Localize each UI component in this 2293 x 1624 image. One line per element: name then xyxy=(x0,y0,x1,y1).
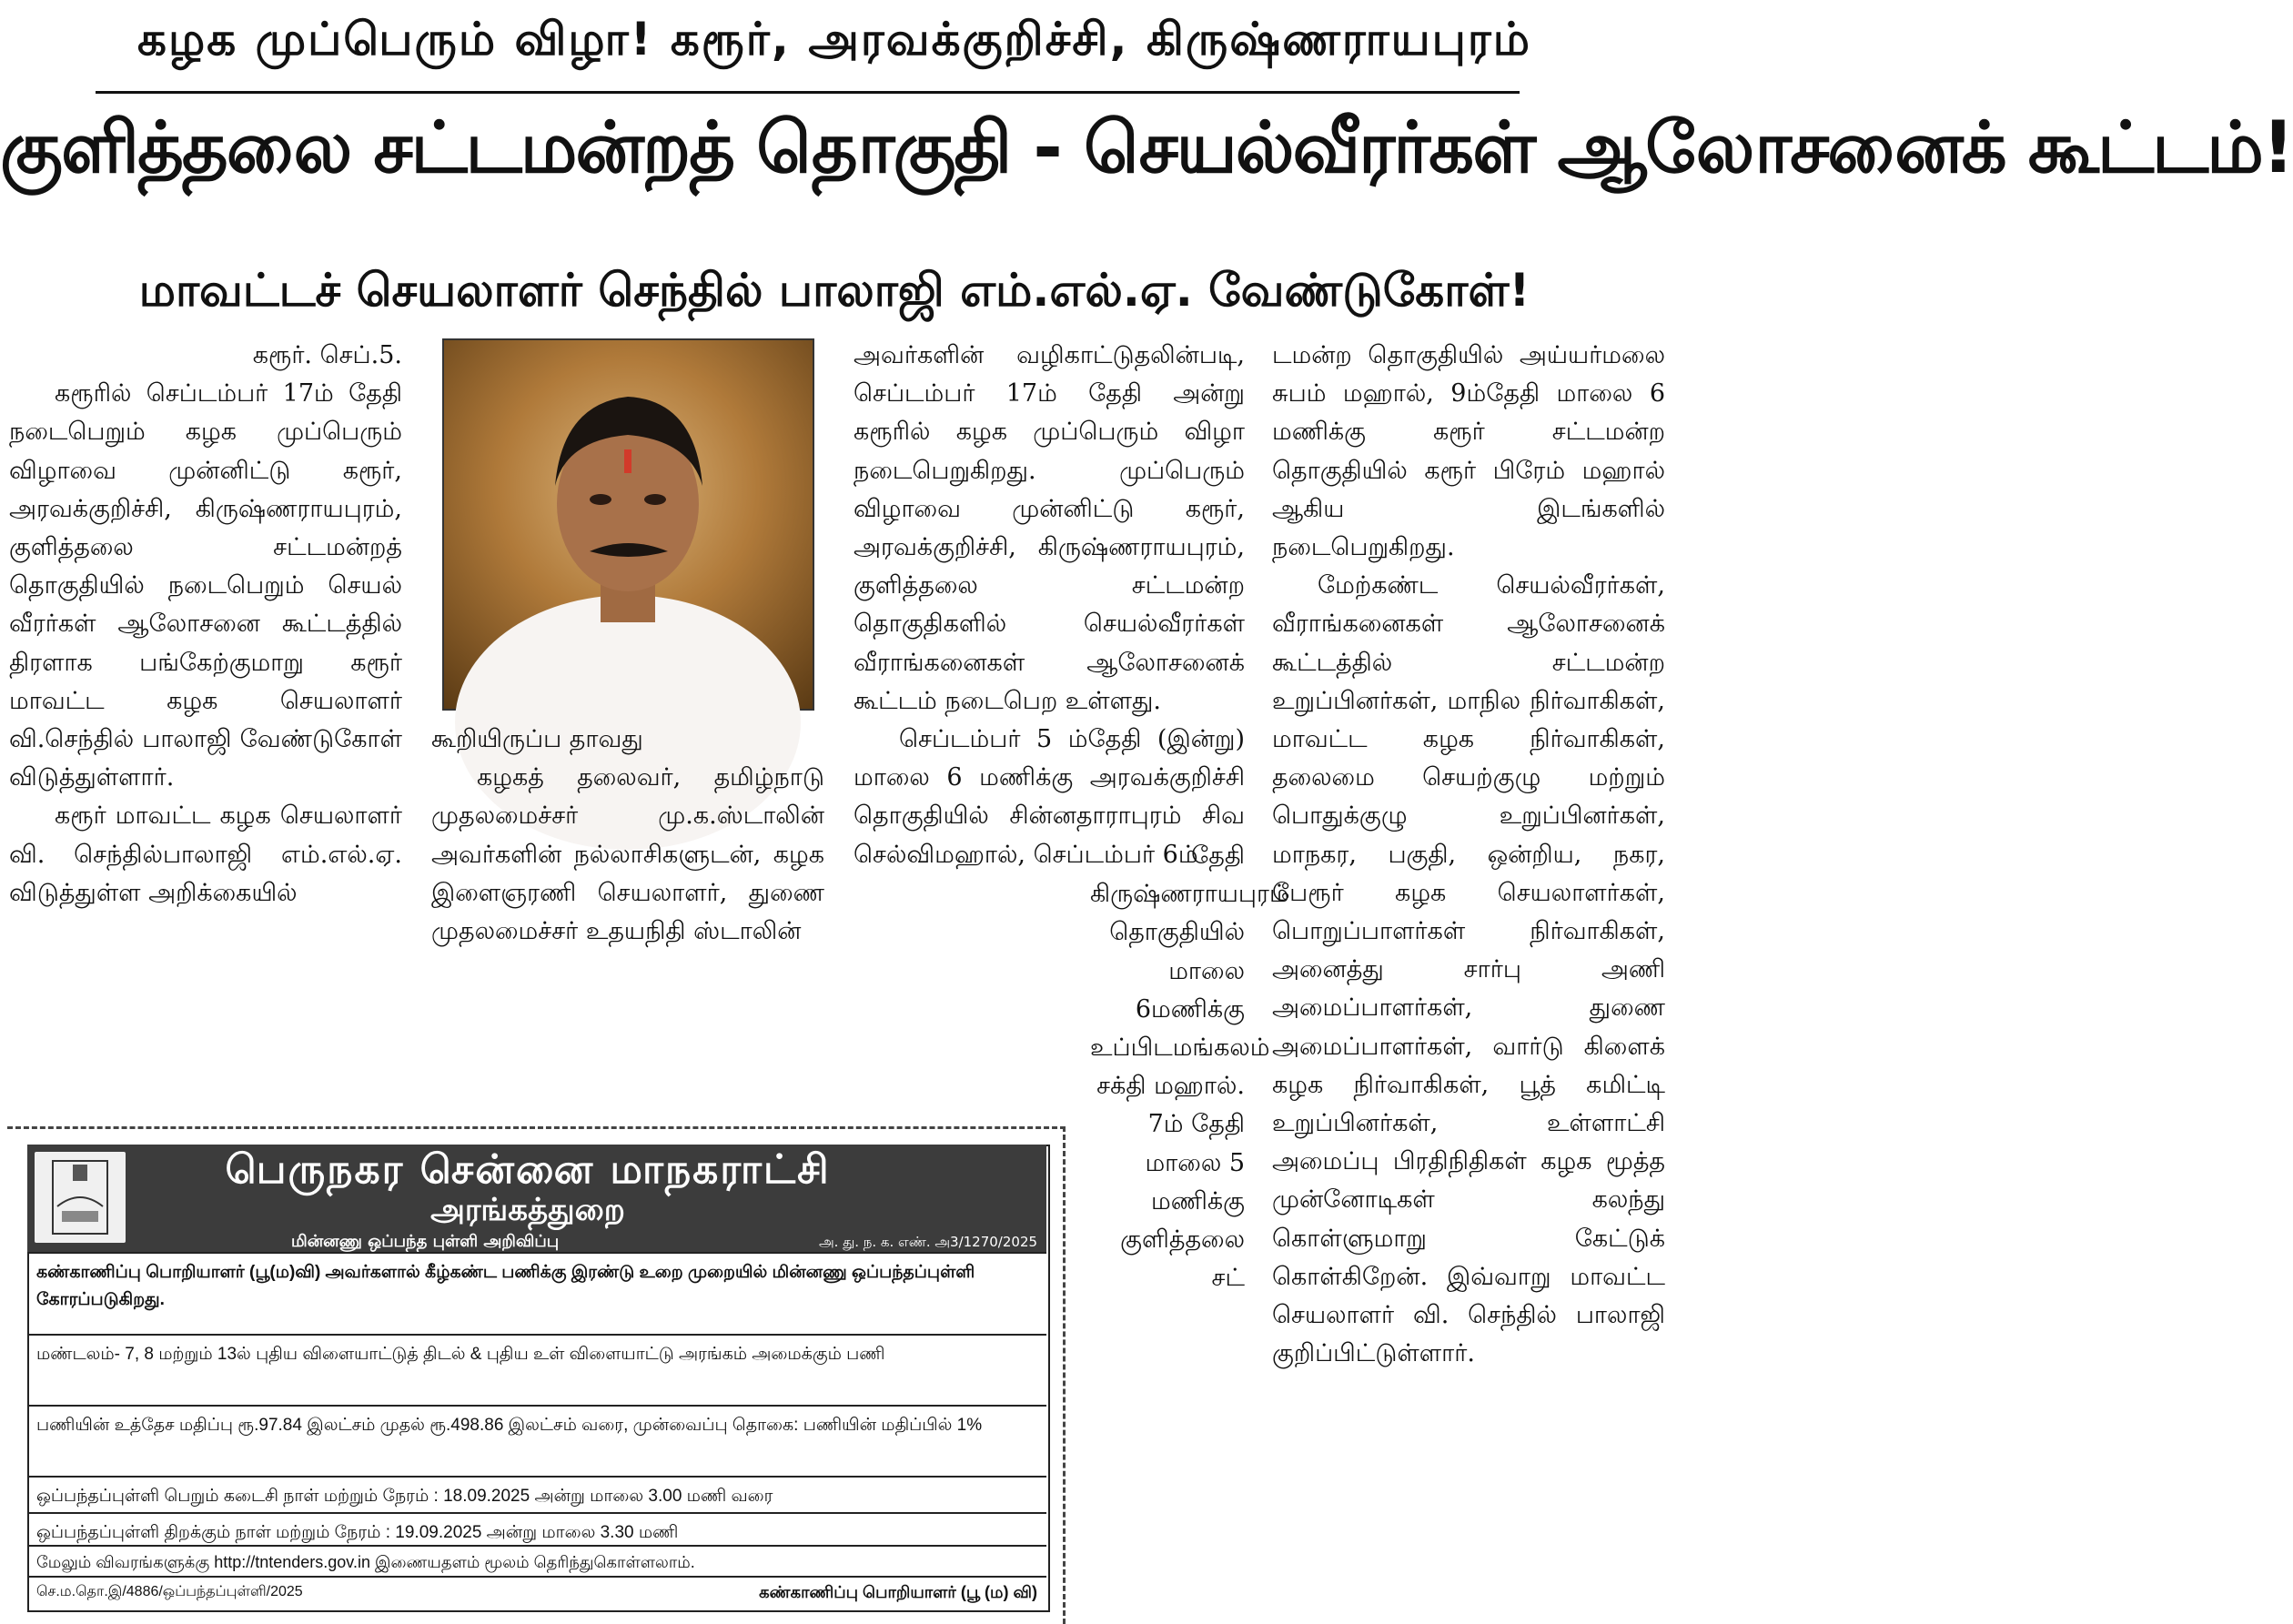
ad-notice-type: மின்னணு ஒப்பந்த புள்ளி அறிவிப்பு xyxy=(291,1232,560,1251)
tender-notice-header xyxy=(27,1145,1046,1252)
ad-open-date-row: ஒப்பந்தப்புள்ளி திறக்கும் நாள் மற்றும் நேரம் : 19.09.2025 அன்று மாலை 3.30 மணி xyxy=(27,1512,1046,1545)
corporation-emblem-icon xyxy=(35,1152,126,1243)
ad-footer xyxy=(27,1576,1046,1609)
article-paragraph: கரூரில் செப்டம்பர் 17ம் தேதி நடைபெறும் கழக முப்பெரும் விழாவை முன்னிட்டு கரூர், அரவக்குறிச்சி, கிருஷ்ணராயபுரம், குளித்தலை சட்டமன்றத் தொகுதியில் நடைபெறும் செயல் வீரர்கள் ஆலோசனை கூட்டத்தில் திரளாக பங்கேற்குமாறு கரூர் மாவட்ட கழக செயலாளர் வி.செந்தில் பாலாஜி வேண்டுகோள் விடுத்துள்ளார். xyxy=(9,379,402,792)
ad-title: பெருநகர சென்னை மாநகராட்சி xyxy=(225,1146,831,1193)
article-column-3 xyxy=(854,337,1245,869)
headline: குளித்தலை சட்டமன்றத் தொகுதி - செயல்வீரர்கள் ஆலோசனைக் கூட்டம்! xyxy=(0,107,2293,189)
portrait-photo xyxy=(442,338,814,711)
ad-department: அரங்கத்துறை xyxy=(430,1192,625,1228)
ad-reference-number: அ. து. ந. க. எண். அ3/1270/2025 xyxy=(819,1234,1038,1250)
article-column-3-continued xyxy=(1090,837,1289,1621)
article-paragraph: செப்டம்பர் 5 ம்தேதி (இன்று) மாலை 6 மணிக்கு அரவக்குறிச்சி தொகுதியில் சின்னதாராபுரம் சிவ செல்விமஹால், செப்டம்பர் 6ம் xyxy=(854,725,1245,869)
portrait-image xyxy=(444,340,813,709)
article-column-1 xyxy=(9,337,402,1119)
article-paragraph: கழகத் தலைவர், தமிழ்நாடு முதலமைச்சர் மு.க.ஸ்டாலின் அவர்களின் நல்லாசிகளுடன், கழக இளைஞரணி செயலாளர், துணை முதலமைச்சர் உதயநிதி ஸ்டாலின் xyxy=(431,763,824,946)
ad-estimate-row: பணியின் உத்தேச மதிப்பு ரூ.97.84 இலட்சம் முதல் ரூ.498.86 இலட்சம் வரை, முன்வைப்பு தொகை: பணியின் மதிப்பில் 1% xyxy=(27,1405,1046,1476)
divider-rule xyxy=(96,91,1520,94)
article-paragraph: அவர்களின் வழிகாட்டுதலின்படி, செப்டம்பர் 17ம் தேதி அன்று கரூரில் கழக முப்பெரும் விழா நடைபெறுகிறது. முப்பெரும் விழாவை முன்னிட்டு கரூர், அரவக்குறிச்சி, கிருஷ்ணராயபுரம், குளித்தலை சட்டமன்ற தொகுதிகளில் செயல்வீரர்கள் வீராங்கனைகள் ஆலோசனைக் கூட்டம் நடைபெற உள்ளது. xyxy=(854,341,1245,715)
article-paragraph: கூறியிருப்ப தாவது xyxy=(431,725,643,753)
ad-more-info-row: மேலும் விவரங்களுக்கு http://tntenders.gov.in இணையதளம் மூலம் தெரிந்துகொள்ளலாம். xyxy=(27,1545,1046,1576)
article-paragraph: மேற்கண்ட செயல்வீரர்கள், வீராங்கனைகள் ஆலோசனைக் கூட்டத்தில் சட்டமன்ற உறுப்பினர்கள், மாநில நிர்வாகிகள், மாவட்ட கழக நிர்வாகிகள், தலைமை செயற்குழு மற்றும் பொதுக்குழு உறுப்பினர்கள், மாநகர, பகுதி, ஒன்றிய, நகர, பேரூர் கழக செயலாளர்கள், பொறுப்பாளர்கள் நிர்வாகிகள், அனைத்து சார்பு அணி அமைப்பாளர்கள், துணை அமைப்பாளர்கள், வார்டு கிளைக் கழக நிர்வாகிகள், பூத் கமிட்டி உறுப்பினர்கள், உள்ளாட்சி அமைப்பு பிரதிநிதிகள் கழக மூத்த முன்னோடிகள் கலந்து கொள்ளுமாறு கேட்டுக் கொள்கிறேன். இவ்வாறு மாவட்ட செயலாளர் வி. செந்தில் பாலாஜி குறிப்பிட்டுள்ளார். xyxy=(1272,571,1665,1368)
ad-work-row: மண்டலம்- 7, 8 மற்றும் 13ல் புதிய விளையாட்டுத் திடல் & புதிய உள் விளையாட்டு அரங்கம் அமைக்கும் பணி xyxy=(27,1334,1046,1405)
ad-last-date-row: ஒப்பந்தப்புள்ளி பெறும் கடைசி நாள் மற்றும் நேரம் : 18.09.2025 அன்று மாலை 3.00 மணி வரை xyxy=(27,1476,1046,1512)
ad-footer-signatory: கண்காணிப்பு பொறியாளர் (பூ (ம) வி) xyxy=(759,1583,1037,1601)
ad-intro-row: கண்காணிப்பு பொறியாளர் (பூ(ம)வி) அவர்களால் கீழ்கண்ட பணிக்கு இரண்டு உறை முறையில் மின்னணு ஒப்பந்தப்புள்ளி கோரப்படுகிறது. xyxy=(27,1252,1046,1334)
subheadline: மாவட்டச் செயலாளர் செந்தில் பாலாஜி எம்.எல்.ஏ. வேண்டுகோள்! xyxy=(138,264,1530,317)
article-paragraph: தேதி கிருஷ்ணராயபுரம் தொகுதியில் மாலை 6மணிக்கு உப்பிடமங்கலம் சக்தி மஹால். 7ம் தேதி மாலை 5 மணிக்கு குளித்தலை சட் xyxy=(1090,842,1289,1293)
ad-footer-reference: செ.ம.தொ.இ/4886/ஒப்பந்தப்புள்ளி/2025 xyxy=(36,1584,303,1599)
article-paragraph: டமன்ற தொகுதியில் அய்யர்மலை சுபம் மஹால், 9ம்தேதி மாலை 6 மணிக்கு கரூர் சட்டமன்ற தொகுதியில் கரூர் பிரேம் மஹால் ஆகிய இடங்களில் நடைபெறுகிறது. xyxy=(1272,341,1665,562)
article-column-2 xyxy=(431,721,824,1103)
kicker-line: கழக முப்பெரும் விழா! கரூர், அரவக்குறிச்சி, கிருஷ்ணராயபுரம் xyxy=(137,13,1531,66)
article-column-4 xyxy=(1272,337,1665,1621)
article-paragraph: கரூர் மாவட்ட கழக செயலாளர் வி. செந்தில்பாலாஜி எம்.எல்.ஏ. விடுத்துள்ள அறிக்கையில் xyxy=(9,802,402,907)
dateline: கரூர். செப்.5. xyxy=(252,341,402,369)
